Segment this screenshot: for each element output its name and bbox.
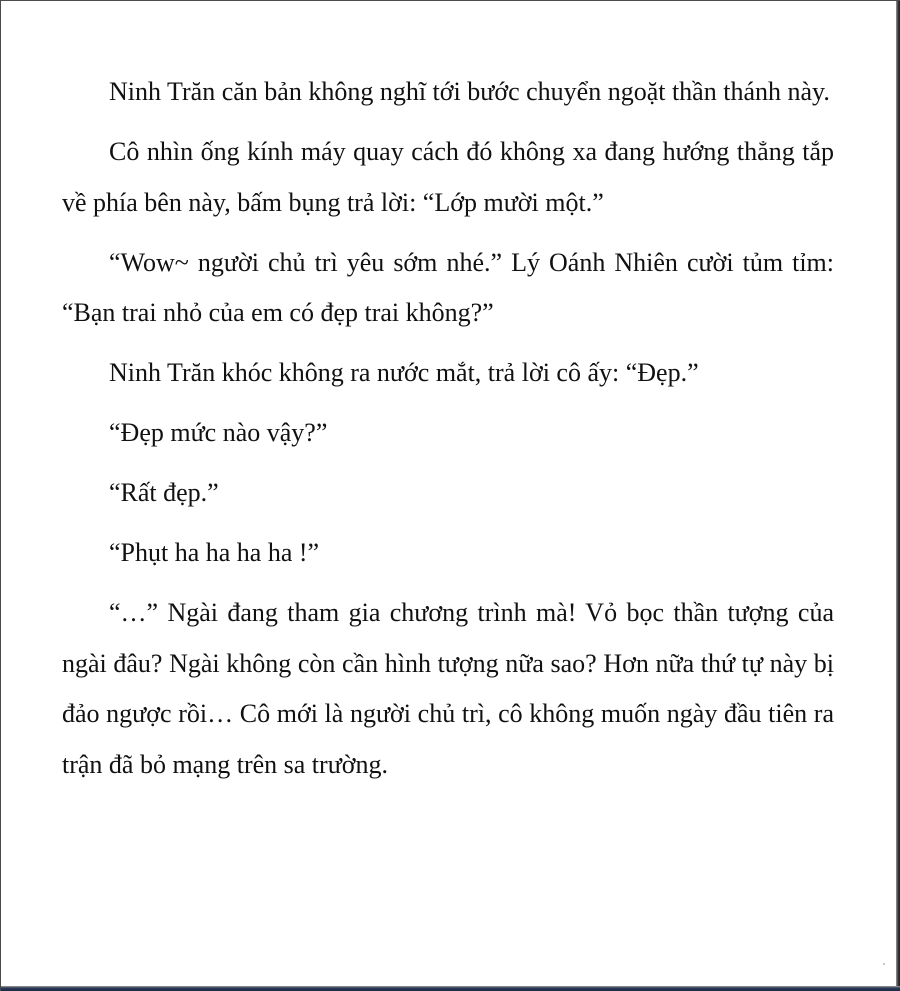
- paragraph: Ninh Trăn căn bản không nghĩ tới bước chuyển ngoặt thần thánh này.: [109, 77, 830, 106]
- page-right-edge-shadow: [896, 1, 900, 991]
- paragraph: Cô nhìn ống kính máy quay cách đó không xa đang hướng thẳng tắp về phía bên này, bấm bụng trả lời: “Lớp mười một.”: [62, 137, 834, 217]
- page-bottom-edge-shadow: [1, 986, 900, 991]
- document-body: [62, 67, 834, 800]
- paragraph: “Wow~ người chủ trì yêu sớm nhé.” Lý Oánh Nhiên cười tủm tỉm: “Bạn trai nhỏ của em có đẹp trai không?”: [62, 247, 834, 327]
- paragraph: “Phụt ha ha ha ha !”: [109, 538, 320, 567]
- paragraph: “…” Ngài đang tham gia chương trình mà! Vỏ bọc thần tượng của ngài đâu? Ngài không còn cần hình tượng nữa sao? Hơn nữa thứ tự này bị đảo ngược rồi… Cô mới là người chủ trì, cô không muốn ngày đầu tiên ra trận đã bỏ mạng trên sa trường.: [62, 598, 834, 779]
- paragraph: “Rất đẹp.”: [109, 478, 219, 507]
- page-corner-mark: [883, 963, 885, 965]
- paragraph: “Đẹp mức nào vậy?”: [109, 418, 328, 447]
- paragraph: Ninh Trăn khóc không ra nước mắt, trả lời cô ấy: “Đẹp.”: [109, 358, 699, 387]
